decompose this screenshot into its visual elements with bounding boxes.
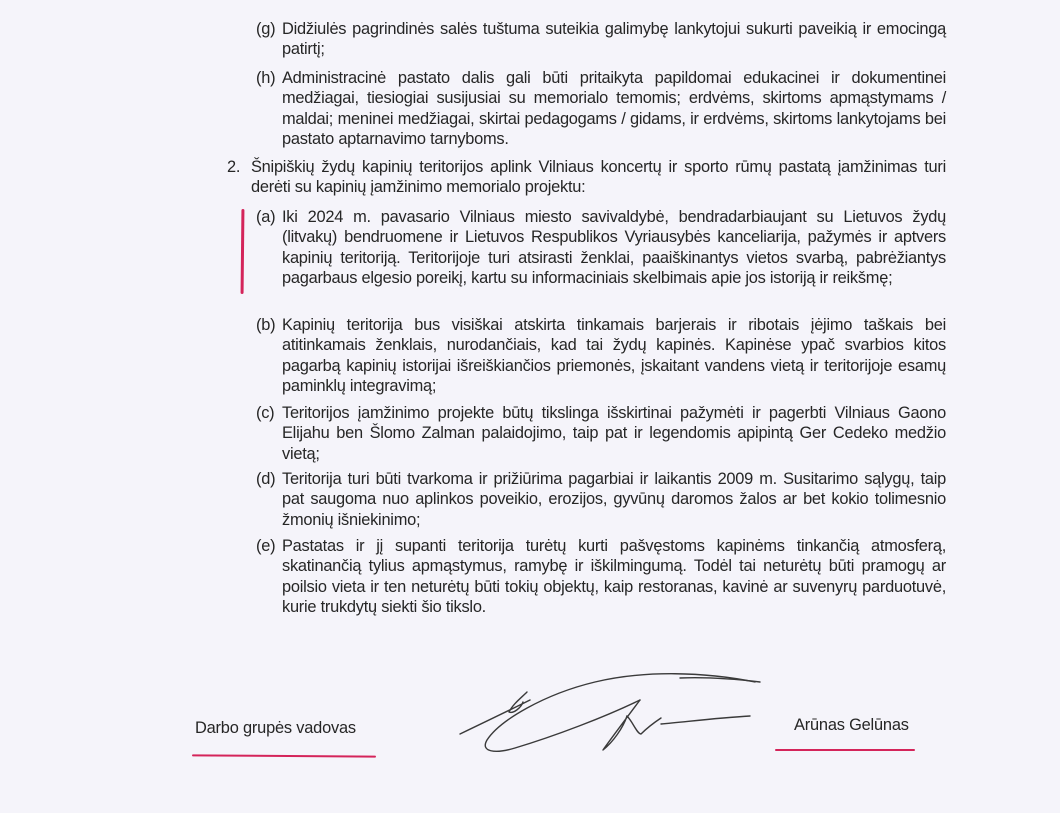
item-marker: (a) <box>256 208 276 226</box>
item-marker: (e) <box>256 537 276 555</box>
list-item-h <box>256 68 946 150</box>
section-number: 2. <box>227 158 241 176</box>
list-item-e <box>256 536 946 618</box>
item-text: Pastatas ir jį supanti teritorija turėtų kurti pašvęstoms kapinėms tinkančią atmosferą, skatinančią tylius apmąstymus, ramybę ir iškilmingumą. Todėl tai neturėtų būti pramogų ar poilsio vieta ir ten neturėtų būti tokių objektų, kaip restoranas, kavinė ar suvenyrų parduotuvė, kurie trukdytų siekti šio tikslo. <box>282 537 946 617</box>
item-text: Kapinių teritorija bus visiškai atskirta tinkamais barjerais ir ribotais įėjimo taškais bei atitinkamais ženklais, nurodančiais, kad tai žydų kapinės. Kapinėse ypač svarbios kitos pagarbą kapinių istorijai išreiškiančios priemonės, įskaitant vandens vietą ir teritorijoje esamų paminklų integravimą; <box>282 316 946 396</box>
item-marker: (g) <box>256 20 276 38</box>
list-item-d <box>256 469 946 530</box>
red-underline-name <box>775 749 915 751</box>
item-text: Iki 2024 m. pavasario Vilniaus miesto savivaldybė, bendradarbiaujant su Lietuvos žydų (litvakų) bendruomene ir Lietuvos Respublikos Vyriausybės kanceliarija, pažymės ir aptvers kapinių teritoriją. Teritorijoje turi atsirasti ženklai, paaiškinantys vietos svarbą, pabrėžiantys pagarbaus elgesio poreikį, kartu su informaciniais skelbimais apie jos istoriją ir reikšmę; <box>282 208 946 288</box>
item-text: Administracinė pastato dalis gali būti pritaikyta papildomai edukacinei ir dokumentinei medžiagai, tiesiogiai susijusiai su memorialo temomis; erdvėms, skirtoms apmąstymams / maldai; meninei medžiagai, skirtai pedagogams / gidams, ir erdvėms, skirtoms lankytojams bei pastato aptarnavimo tarnyboms. <box>282 69 946 149</box>
list-item-b <box>256 315 946 397</box>
list-item-c <box>256 403 946 464</box>
signatory-name: Arūnas Gelūnas <box>794 716 909 734</box>
list-item-g <box>256 19 946 60</box>
section-text: Šnipiškių žydų kapinių teritorijos aplink Vilniaus koncertų ir sporto rūmų pastatą įamžinimas turi derėti su kapinių įamžinimo memorialo projektu: <box>251 158 946 197</box>
signatory-role: Darbo grupės vadovas <box>195 719 356 737</box>
item-marker: (c) <box>256 404 275 422</box>
red-underline-role <box>192 754 376 757</box>
item-text: Teritorijos įamžinimo projekte būtų tikslinga išskirtinai pažymėti ir pagerbti Vilniaus Gaono Elijahu ben Šlomo Zalman palaidojimo, taip pat ir legendomis apipintą Ger Cedeko medžio vietą; <box>282 404 946 463</box>
item-text: Didžiulės pagrindinės salės tuštuma suteikia galimybę lankytojui sukurti paveikią ir emocingą patirtį; <box>282 20 946 59</box>
numbered-section-2 <box>227 157 946 198</box>
item-marker: (d) <box>256 470 276 488</box>
list-item-a <box>256 207 946 289</box>
item-marker: (b) <box>256 316 276 334</box>
red-margin-mark <box>241 209 244 294</box>
item-text: Teritorija turi būti tvarkoma ir prižiūrima pagarbiai ir laikantis 2009 m. Susitarimo sąlygų, taip pat saugoma nuo aplinkos poveikio, erozijos, gyvūnų daromos žalos ar bet kokio tolimesnio žmonių išniekinimo; <box>282 470 946 529</box>
item-marker: (h) <box>256 69 276 87</box>
handwritten-signature <box>455 662 775 782</box>
